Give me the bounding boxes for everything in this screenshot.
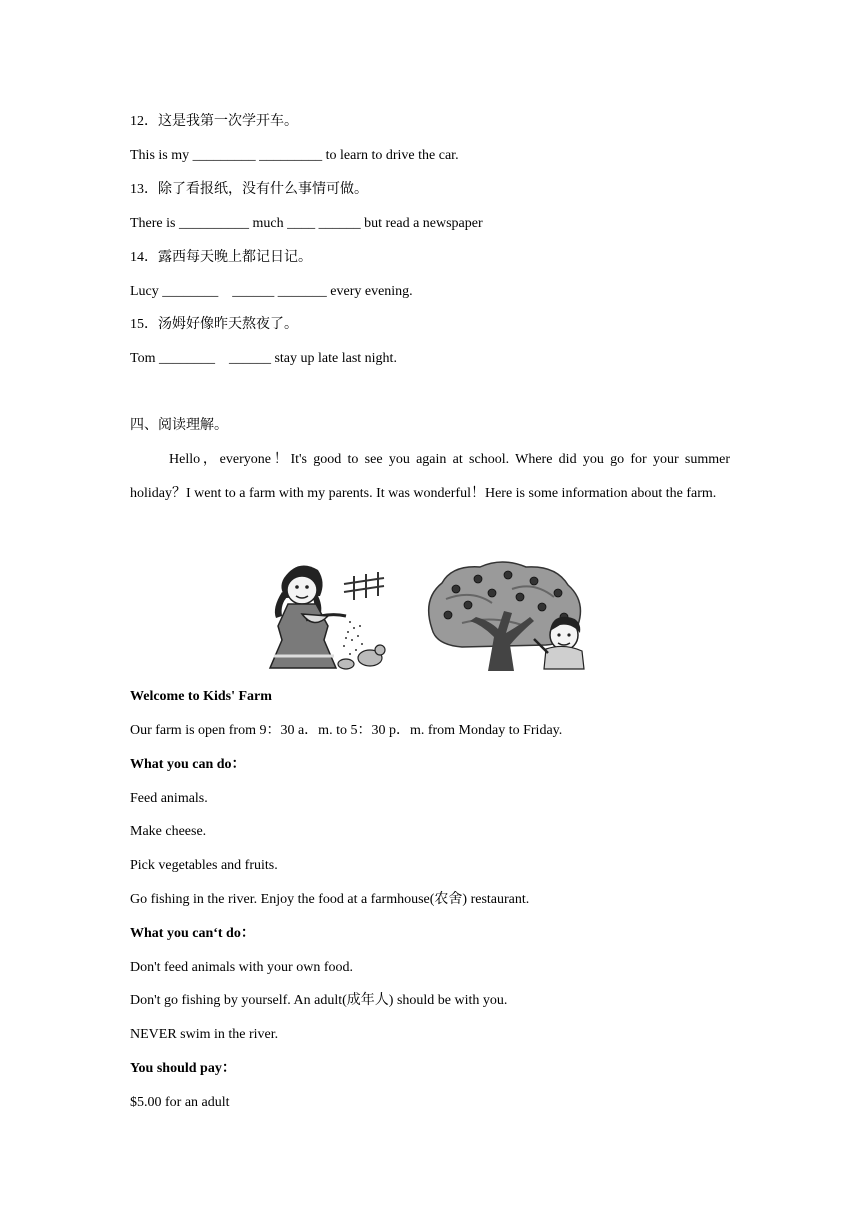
section-4-heading: 四、阅读理解。 — [130, 418, 228, 433]
cant-do-item: Don't feed animals with your own food. — [130, 960, 353, 975]
cant-do-item: Don't go fishing by yourself. An adult(成年人) should be with you. — [130, 993, 508, 1008]
can-do-item: Feed animals. — [130, 791, 208, 806]
reading-intro-text: Hello，everyone！It's good to see you again at school. Where did you go for your summer holiday？I went to a farm with my parents. It was wonderful！Here is some information about the farm. — [130, 452, 730, 501]
exercise-12-chinese: 12．这是我第一次学开车。 — [130, 114, 298, 129]
exercise-14-chinese: 14．露西每天晚上都记日记。 — [130, 250, 312, 265]
cant-do-item: NEVER swim in the river. — [130, 1027, 279, 1042]
can-do-item: Go fishing in the river. Enjoy the food at a farmhouse(农舍) restaurant. — [130, 892, 530, 907]
exercise-13-chinese: 13．除了看报纸，没有什么事情可做。 — [130, 182, 368, 197]
cant-do-heading: What you can‘t do： — [130, 926, 255, 941]
pay-item: $5.00 for an adult — [130, 1095, 230, 1110]
exercise-15-english: Tom ________ ______ stay up late last night. — [130, 351, 397, 366]
can-do-item: Make cheese. — [130, 824, 207, 839]
farm-title: Welcome to Kids' Farm — [130, 689, 272, 704]
boy-under-apple-tree-illustration — [422, 559, 592, 671]
reading-intro-paragraph — [130, 443, 730, 511]
can-do-item: Pick vegetables and fruits. — [130, 858, 278, 873]
exercise-15-chinese: 15．汤姆好像昨天熬夜了。 — [130, 317, 298, 332]
can-do-heading: What you can do： — [130, 757, 246, 772]
pay-heading: You should pay： — [130, 1061, 236, 1076]
farm-opening-hours: Our farm is open from 9：30 a．m. to 5：30 p．m. from Monday to Friday. — [130, 723, 563, 738]
exercise-14-english: Lucy ________ ______ _______ every evening. — [130, 284, 413, 299]
girl-feeding-chickens-illustration — [266, 556, 388, 672]
exercise-12-english: This is my _________ _________ to learn to drive the car. — [130, 148, 459, 163]
exercise-13-english: There is __________ much ____ ______ but read a newspaper — [130, 216, 483, 231]
